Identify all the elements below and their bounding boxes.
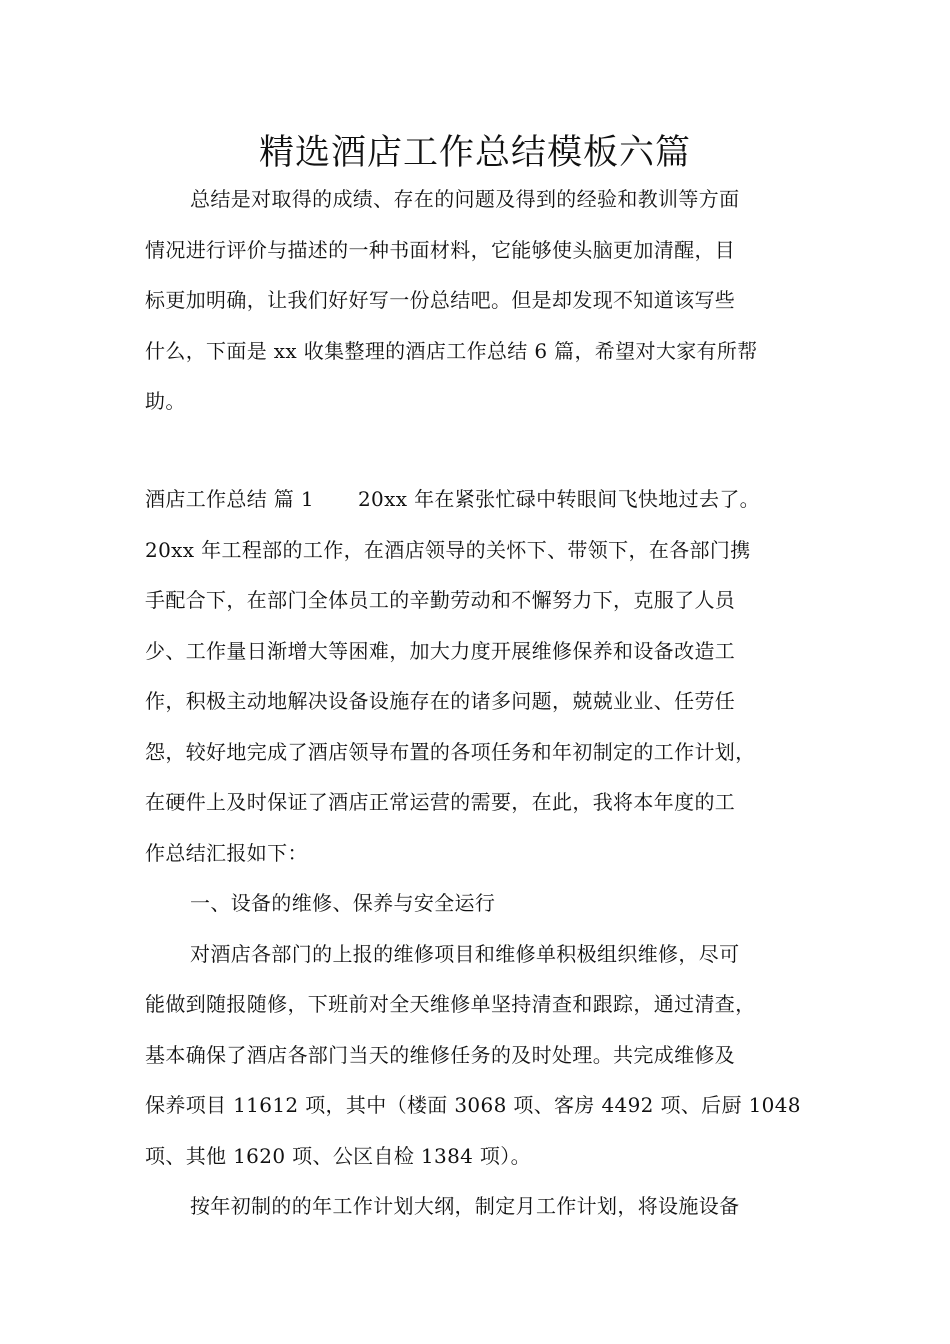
section-line: 20xx 年工程部的工作，在酒店领导的关怀下、带领下，在各部门携 [145,537,751,562]
section-line: 手配合下，在部门全体员工的辛勤劳动和不懈努力下，克服了人员 [145,588,736,612]
paragraph-line: 项、其他 1620 项、公区自检 1384 项）。 [145,1143,531,1168]
subheading: 一、设备的维修、保养与安全运行 [190,891,496,915]
section-one [145,474,825,1232]
section-line: 在硬件上及时保证了酒店正常运营的需要，在此，我将本年度的工 [145,790,736,814]
paragraph-line: 能做到随报随修，下班前对全天维修单坚持清查和跟踪，通过清查， [145,992,756,1016]
section-first-sentence: 20xx 年在紧张忙碌中转眼间飞快地过去了。 [357,487,761,511]
intro-paragraph [145,174,825,427]
section-heading: 酒店工作总结 篇 1 [145,487,314,511]
intro-line: 总结是对取得的成绩、存在的问题及得到的经验和教训等方面 [190,187,740,211]
intro-line: 情况进行评价与描述的一种书面材料，它能够使头脑更加清醒，目 [145,237,736,262]
section-heading-line [145,474,825,525]
section-line: 作，积极主动地解决设备设施存在的诸多问题，兢兢业业、任劳任 [145,689,736,713]
section-line: 少、工作量日渐增大等困难，加大力度开展维修保养和设备改造工 [145,638,736,663]
paragraph-line: 基本确保了酒店各部门当天的维修任务的及时处理。共完成维修及 [145,1042,736,1067]
paragraph-line: 按年初制的的年工作计划大纲，制定月工作计划，将设施设备 [190,1194,740,1218]
paragraph-line: 对酒店各部门的上报的维修项目和维修单积极组织维修，尽可 [190,941,740,966]
intro-line: 什么，下面是 xx 收集整理的酒店工作总结 6 篇，希望对大家有所帮 [145,338,758,363]
section-line: 怨，较好地完成了酒店领导布置的各项任务和年初制定的工作计划， [145,739,756,764]
intro-line: 助。 [145,389,186,413]
section-line: 作总结汇报如下： [145,840,308,865]
paragraph-line: 保养项目 11612 项，其中（楼面 3068 项、客房 4492 项、后厨 1048 [145,1093,801,1117]
intro-line: 标更加明确，让我们好好写一份总结吧。但是却发现不知道该写些 [145,288,736,312]
document-title: 精选酒店工作总结模板六篇 [258,133,691,173]
